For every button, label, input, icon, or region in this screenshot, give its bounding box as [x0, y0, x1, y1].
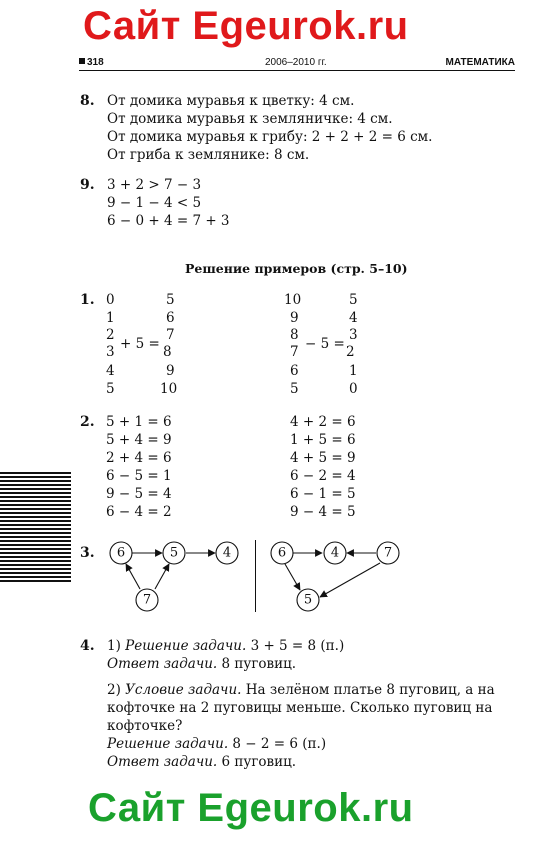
ex1-left-a: 1: [106, 310, 115, 326]
ex1-left-b: 7: [166, 327, 175, 343]
ex1-left-a: 4: [106, 363, 115, 379]
ex2-right-eq: 1 + 5 = 6: [290, 432, 356, 448]
task9-line: 3 + 2 > 7 − 3: [107, 177, 202, 193]
ex1-left-op: + 5 =: [120, 336, 160, 352]
task8-line: От домика муравья к грибу: 2 + 2 + 2 = 6 см.: [107, 129, 433, 145]
ex2-left-eq: 6 − 4 = 2: [106, 504, 172, 520]
ex2-left-eq: 2 + 4 = 6: [106, 450, 172, 466]
ex1-right-a: 9: [290, 310, 299, 326]
task9-number: 9.: [80, 177, 95, 193]
ex1-right-b: 1: [349, 363, 358, 379]
ex1-right-b: 0: [349, 381, 358, 397]
ex4-p1: [107, 638, 344, 654]
ex4-p1-label: Решение задачи.: [125, 638, 247, 654]
ex1-left-b: 8: [163, 344, 172, 360]
ex3-node: 6: [277, 545, 287, 561]
ex3-node: 4: [222, 545, 232, 561]
ex1-left-a: 3: [106, 344, 115, 360]
ex1-left-a: 2: [106, 327, 115, 343]
ex4-p1-answer-text: 8 пуговиц.: [217, 656, 297, 672]
ex2-right-eq: 4 + 5 = 9: [290, 450, 356, 466]
ex3-node: 7: [142, 592, 152, 608]
ex2-number: 2.: [80, 414, 95, 430]
ex1-right-a: 7: [290, 344, 299, 360]
task8-line: От домика муравья к цветку: 4 см.: [107, 93, 355, 109]
ex3-number: 3.: [80, 545, 95, 561]
ex4-p2-solution-label: Решение задачи.: [107, 736, 229, 752]
ex4-p2-answer-label: Ответ задачи.: [107, 754, 218, 770]
ex4-p2-line3: кофточке?: [107, 718, 183, 734]
ex4-p2-pre: 2): [107, 682, 126, 698]
ex1-right-b: 2: [346, 344, 355, 360]
ex1-left-b: 5: [166, 292, 175, 308]
ex2-right-eq: 6 − 2 = 4: [290, 468, 356, 484]
ex3-node: 5: [303, 592, 313, 608]
ex1-left-b: 9: [166, 363, 175, 379]
ex1-right-op: − 5 =: [305, 336, 345, 352]
ex1-left-a: 0: [106, 292, 115, 308]
task8-number: 8.: [80, 93, 95, 109]
ex4-p2-solution: [107, 736, 326, 752]
ex4-p2: [107, 682, 495, 698]
ex2-left-eq: 5 + 4 = 9: [106, 432, 172, 448]
ex2-right-eq: 6 − 1 = 5: [290, 486, 356, 502]
section-title: Решение примеров (стр. 5–10): [185, 261, 408, 276]
graph-separator: [255, 540, 256, 612]
ex2-left-eq: 9 − 5 = 4: [106, 486, 172, 502]
ex4-p2-text: На зелёном платье 8 пуговиц, а на: [241, 682, 495, 698]
ex4-p2-line2: кофточке на 2 пуговицы меньше. Сколько пуговиц на: [107, 700, 493, 716]
ex2-right-eq: 9 − 4 = 5: [290, 504, 356, 520]
ex4-number: 4.: [80, 638, 95, 654]
ex4-p2-answer: [107, 754, 296, 770]
header-years: 2006–2010 гг.: [265, 57, 327, 68]
ex4-p2-solution-text: 8 − 2 = 6 (п.): [228, 736, 327, 752]
ex1-right-b: 5: [349, 292, 358, 308]
page-number: 318: [79, 57, 104, 68]
ex1-right-b: 4: [349, 310, 358, 326]
watermark-bottom: Сайт Egeurok.ru: [88, 786, 414, 830]
ex3-node: 7: [383, 545, 393, 561]
ex4-p2-label: Условие задачи.: [125, 682, 242, 698]
ex1-right-a: 6: [290, 363, 299, 379]
ex2-right-eq: 4 + 2 = 6: [290, 414, 356, 430]
task8-line: От домика муравья к земляничке: 4 см.: [107, 111, 393, 127]
task9-line: 6 − 0 + 4 = 7 + 3: [107, 213, 230, 229]
ex1-left-b: 6: [166, 310, 175, 326]
ex1-left-b: 10: [160, 381, 178, 397]
task8-line: От гриба к землянике: 8 см.: [107, 147, 310, 163]
task9-line: 9 − 1 − 4 < 5: [107, 195, 202, 211]
ex2-left-eq: 6 − 5 = 1: [106, 468, 172, 484]
ex3-node: 6: [116, 545, 126, 561]
ex1-right-a: 5: [290, 381, 299, 397]
ex4-p1-answer-label: Ответ задачи.: [107, 656, 218, 672]
ex3-node: 5: [169, 545, 179, 561]
ex2-left-eq: 5 + 1 = 6: [106, 414, 172, 430]
ex1-right-b: 3: [349, 327, 358, 343]
ex3-node: 4: [330, 545, 340, 561]
ex4-p1-answer: [107, 656, 296, 672]
watermark-top: Сайт Egeurok.ru: [83, 4, 409, 48]
header-subject: МАТЕМАТИКА: [445, 57, 515, 68]
ex1-number: 1.: [80, 292, 95, 308]
ex1-left-a: 5: [106, 381, 115, 397]
ex4-p1-pre: 1): [107, 638, 126, 654]
ex4-p2-answer-text: 6 пуговиц.: [217, 754, 297, 770]
ex1-right-a: 10: [284, 292, 302, 308]
ex1-right-a: 8: [290, 327, 299, 343]
ex4-p1-text: 3 + 5 = 8 (п.): [246, 638, 345, 654]
